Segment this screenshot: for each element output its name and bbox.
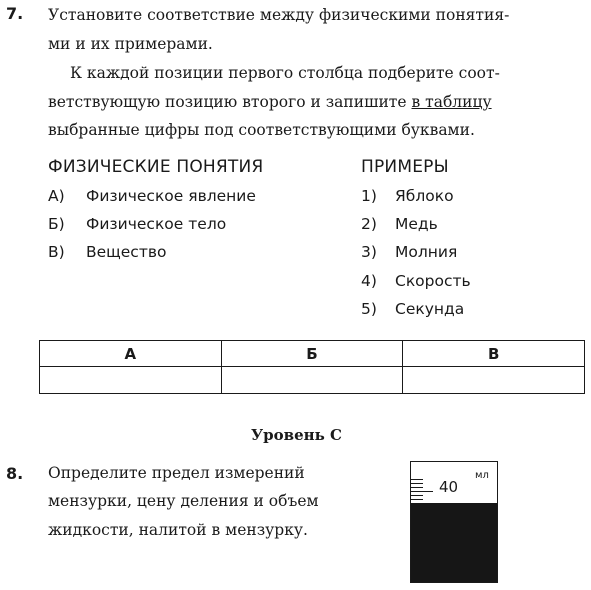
task-7-text-line-2: ми и их примерами. — [48, 35, 213, 53]
answer-column-v-header: В — [403, 341, 585, 367]
example-number: 5) — [361, 300, 377, 318]
answer-table-input-row — [40, 367, 585, 394]
task-7-number: 7. — [6, 4, 24, 23]
example-item-5 — [361, 300, 464, 318]
task-7-instruction-line-1: К каждой позиции первого столбца подберите соот- — [70, 64, 500, 82]
concept-item-v — [48, 243, 166, 261]
answer-cell-b[interactable] — [221, 367, 403, 394]
instruction-underlined-text: в таблицу — [411, 93, 492, 111]
task-7-text-line-1: Установите соответствие между физическими понятия- — [48, 6, 510, 24]
task-8-text-line-3: жидкости, налитой в мензурку. — [48, 521, 308, 539]
example-item-2 — [361, 215, 438, 233]
task-8-text-line-1: Определите предел измерений — [48, 464, 305, 482]
measuring-cylinder — [410, 461, 498, 583]
example-text: Секунда — [395, 300, 465, 318]
answer-table-header-row — [40, 341, 585, 367]
answer-cell-v[interactable] — [403, 367, 585, 394]
example-text: Яблоко — [395, 187, 454, 205]
example-number: 2) — [361, 215, 377, 233]
level-c-heading: Уровень С — [251, 426, 342, 444]
concept-text: Физическое тело — [86, 215, 227, 233]
physical-concepts-heading: ФИЗИЧЕСКИЕ ПОНЯТИЯ — [48, 157, 264, 177]
answer-column-a-header: А — [40, 341, 222, 367]
scale-value-label: 40 — [439, 478, 459, 496]
example-item-3 — [361, 243, 457, 261]
scale-tick — [411, 499, 423, 500]
example-number: 1) — [361, 187, 377, 205]
example-item-1 — [361, 187, 454, 205]
example-item-4 — [361, 272, 471, 290]
liquid — [411, 503, 497, 582]
scale-tick — [411, 479, 423, 480]
example-text: Медь — [395, 215, 438, 233]
answer-column-b-header: Б — [221, 341, 403, 367]
concept-letter: В) — [48, 243, 65, 261]
task-7-instruction-line-2 — [48, 93, 492, 111]
instruction-text: ветствующую позицию второго и запишите — [48, 93, 412, 111]
concept-item-a — [48, 187, 256, 205]
task-8-text-line-2: мензурки, цену деления и объем — [48, 492, 319, 510]
example-number: 3) — [361, 243, 377, 261]
task-7-instruction-line-3: выбранные цифры под соответствующими буквами. — [48, 121, 475, 139]
example-number: 4) — [361, 272, 377, 290]
concept-letter: Б) — [48, 215, 65, 233]
example-text: Молния — [395, 243, 458, 261]
concept-text: Вещество — [86, 243, 167, 261]
concept-letter: А) — [48, 187, 65, 205]
answer-cell-a[interactable] — [40, 367, 222, 394]
scale-tick — [411, 487, 423, 488]
scale-tick — [411, 483, 423, 484]
concept-text: Физическое явление — [86, 187, 256, 205]
examples-heading: ПРИМЕРЫ — [361, 157, 449, 177]
answer-table — [39, 340, 585, 394]
example-text: Скорость — [395, 272, 471, 290]
scale-tick — [411, 495, 423, 496]
scale-tick-major — [411, 491, 433, 492]
unit-label: мл — [475, 470, 489, 481]
task-8-number: 8. — [6, 464, 24, 483]
concept-item-b — [48, 215, 226, 233]
